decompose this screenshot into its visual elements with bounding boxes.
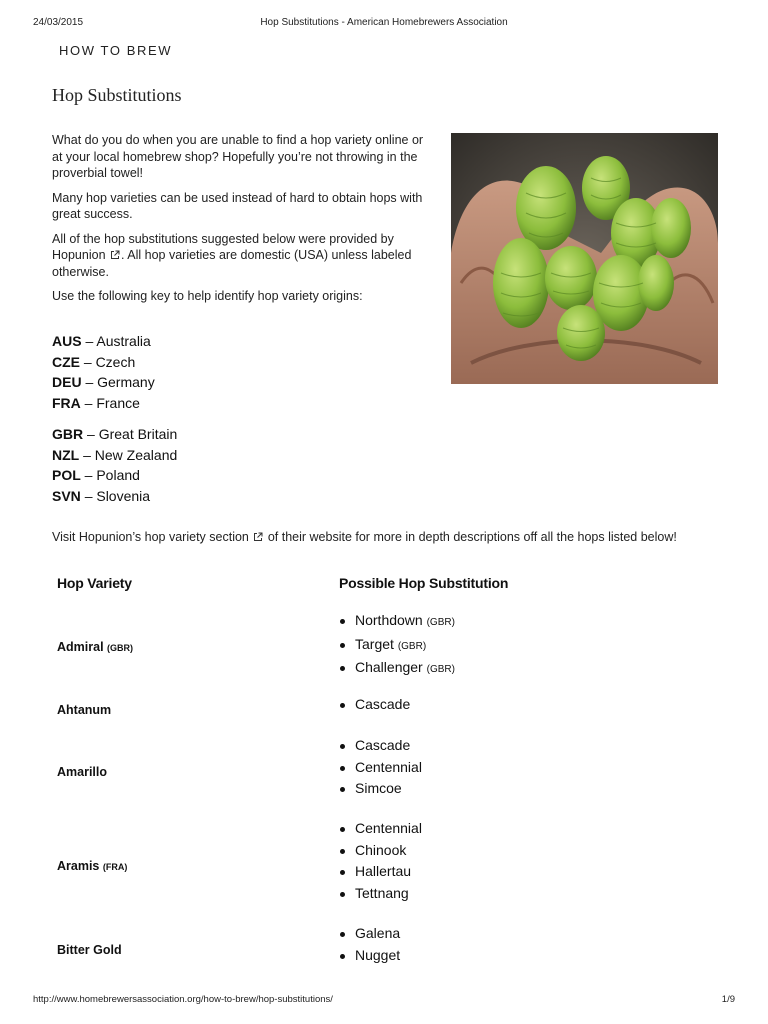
variety-name: Admiral (57, 640, 104, 654)
substitution-list (339, 923, 400, 966)
origin-code: AUS (52, 333, 82, 349)
origin-code: NZL (52, 446, 80, 463)
origin-name: – Poland (84, 467, 140, 483)
substitute-name: Tettnang (355, 884, 409, 901)
intro-paragraph-3 (52, 231, 432, 281)
list-item (339, 778, 422, 800)
intro-paragraph-1: What do you do when you are unable to find a hop variety online or at your local homebrew shop? Hopefully you’re not throwing in the proverbial towel! (52, 133, 424, 180)
substitute-name: Galena (355, 925, 401, 941)
external-link-icon[interactable] (253, 532, 263, 542)
table-row-variety (57, 859, 127, 873)
origin-key-item (52, 331, 155, 352)
table-row-variety (57, 765, 107, 779)
table-row-variety (57, 703, 111, 717)
origin-code: GBR (52, 426, 84, 442)
origin-key-item (52, 465, 177, 486)
substitute-name: Hallertau (355, 863, 412, 879)
intro-p3-before: All of the hop substitutions suggested below were provided by (52, 231, 394, 246)
substitution-list (339, 694, 410, 716)
table-row-variety (57, 640, 133, 654)
variety-name: Bitter Gold (57, 943, 122, 957)
list-item (339, 883, 422, 905)
list-item (339, 923, 400, 945)
origin-key-item (52, 424, 177, 445)
origin-key-item (52, 486, 177, 507)
list-item (339, 657, 455, 681)
page-number: 1/9 (721, 994, 735, 1005)
section-label[interactable]: HOW TO BREW (59, 43, 173, 58)
substitute-origin: (GBR) (426, 617, 455, 628)
intro-text (52, 132, 432, 313)
substitution-list (339, 610, 455, 681)
origin-key-item (52, 372, 155, 393)
substitute-name: Challenger (355, 659, 423, 675)
origin-key-item (52, 352, 155, 373)
page-title: Hop Substitutions (52, 85, 182, 105)
visit-after-text: of their website for more in depth descriptions off all the hops listed below! (267, 530, 677, 544)
substitute-origin: (GBR) (397, 640, 427, 652)
substitute-name: Simcoe (355, 780, 402, 796)
substitute-name: Nugget (355, 946, 401, 963)
column-header-substitution: Possible Hop Substitution (339, 575, 509, 591)
intro-p3-after: . All hop varieties are domestic (USA) unless labeled otherwise. (52, 248, 412, 279)
intro-paragraph-2: Many hop varieties can be used instead of hard to obtain hops with great success. (52, 190, 423, 221)
origin-name: – Slovenia (84, 487, 151, 504)
list-item (339, 757, 422, 779)
list-item (339, 945, 400, 967)
substitute-name: Target (355, 635, 394, 652)
external-link-icon[interactable] (110, 250, 120, 260)
origin-code: CZE (52, 353, 80, 370)
substitution-list (339, 735, 422, 800)
hops-in-hands-image (451, 133, 718, 384)
variety-name: Aramis (57, 859, 100, 873)
list-item (339, 694, 410, 716)
origin-key-item (52, 393, 155, 414)
substitute-name: Cascade (355, 696, 411, 712)
substitute-name: Centennial (355, 820, 422, 836)
substitute-name: Northdown (355, 612, 423, 628)
print-date: 24/03/2015 (33, 17, 84, 28)
list-item (339, 634, 455, 658)
origin-name: – New Zealand (83, 446, 178, 463)
column-header-hop-variety: Hop Variety (57, 575, 132, 591)
substitute-name: Centennial (355, 758, 422, 775)
page-url: http://www.homebrewersassociation.org/how-to-brew/hop-substitutions/ (33, 994, 333, 1005)
origin-code: POL (52, 467, 81, 483)
hop-variety-section-link[interactable]: Visit Hopunion’s hop variety section (52, 530, 249, 544)
hopunion-link[interactable]: Hopunion (52, 248, 106, 262)
list-item (339, 818, 422, 840)
origin-code: FRA (52, 394, 81, 411)
variety-origin: (GBR) (107, 643, 134, 653)
origin-name: – Australia (85, 333, 151, 349)
intro-paragraph-4: Use the following key to help identify hop variety origins: (52, 289, 363, 303)
substitute-name: Cascade (355, 737, 411, 753)
origin-key-list-2 (52, 424, 177, 506)
substitute-origin: (GBR) (426, 664, 455, 675)
origin-code: DEU (52, 374, 82, 390)
list-item (339, 735, 422, 757)
origin-name: – Czech (83, 353, 136, 370)
origin-name: – France (84, 394, 140, 411)
origin-name: – Germany (85, 374, 155, 390)
list-item (339, 861, 422, 883)
origin-key-item (52, 445, 177, 466)
origin-code: SVN (52, 487, 81, 504)
variety-origin: (FRA) (102, 862, 128, 872)
origin-key-list-1 (52, 331, 155, 413)
visit-hopunion-text (52, 530, 752, 544)
print-title: Hop Substitutions - American Homebrewers Association (260, 17, 508, 28)
print-header (0, 17, 768, 31)
origin-name: – Great Britain (87, 426, 178, 442)
list-item (339, 610, 455, 634)
substitution-list (339, 818, 422, 904)
list-item (339, 840, 422, 862)
substitute-name: Chinook (355, 841, 407, 858)
variety-name: Ahtanum (57, 703, 112, 717)
variety-name: Amarillo (57, 765, 108, 779)
table-row-variety (57, 943, 122, 957)
